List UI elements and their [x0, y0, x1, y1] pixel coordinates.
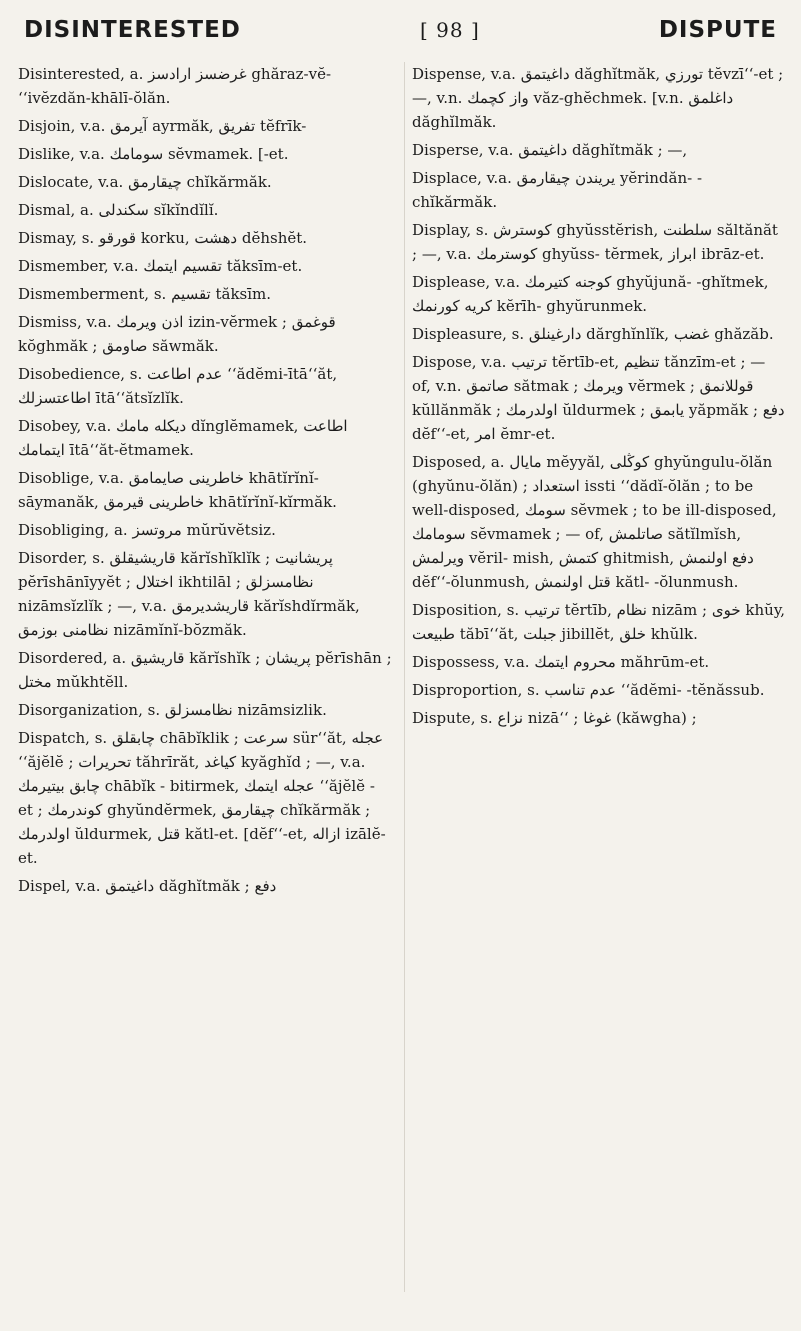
right-column: [412, 62, 786, 734]
entry: Disperse, v.a. داغيتمق dăghĭtmăk ; —,: [412, 141, 688, 159]
page-header: [24, 8, 777, 52]
entry: Dispatch, s. چابقلق chābĭklik ; سرعت sürʻʻăt, عجله ʻʻăjĕlĕ ; تحريرات tăhrīrăt, كياغد kyăghĭd ; —, v.a. چابق بيتيرمك chābĭk - bitirmek, عجله ايتمك ʻʻăjĕlĕ - et ; كوندرمك ghyŭndĕrmek, چيقارمق chĭkărmăk ; اولدرمك ŭldurmek, قتل kătl-et. [dĕfʻʻ-et, ازاله izālĕ-et.: [18, 729, 386, 867]
entry: Disordered, a. قاريشيق kărĭshĭk ; پريشان pĕrīshān ; مختل mŭkhtĕll.: [18, 649, 392, 691]
entry: Dispel, v.a. داغيتمق dăghĭtmăk ; دفع: [18, 877, 277, 895]
entry: Disorganization, s. نظامسزلق nizāmsizlik.: [18, 701, 327, 719]
entry: Disposition, s. ترتيب tĕrtīb, نظام nizām ; خوى khŭy, طبيعت tăbīʻʻăt, جبلت jibillĕt, خلق khŭlk.: [412, 601, 786, 643]
header-left-word: DISINTERESTED: [24, 17, 241, 43]
entry: Displeasure, s. دارغينلق dărghĭnlĭk, غضب ghăzăb.: [412, 325, 774, 343]
entry: Dislike, v.a. سومامك sĕvmamek. [-et.: [18, 145, 289, 163]
entry: Dismal, a. سكندلى sĭkĭndĭlĭ.: [18, 201, 219, 219]
entry: Dispense, v.a. داغيتمق dăghĭtmăk, تورزي tĕvzīʻʻ-et ; —, v.n. واز كچمك văz-ghĕchmek. [v.n. داغلمق dăghĭlmăk.: [412, 65, 784, 131]
entry: Disorder, s. قاريشيقلق kărĭshĭklĭk ; پريشانيت pĕrīshānīyyĕt ; اختلال ikhtilāl ; نظامسزلق nizāmsĭzlĭk ; —, v.a. قاريشديرمق kărĭshdĭrmăk, نظامنى بوزمق nizāmĭnĭ-bŏzmăk.: [18, 549, 360, 639]
entry: Disobliging, a. مروتسز mŭrŭvĕtsiz.: [18, 521, 276, 539]
entry: Disinterested, a. غرضسز ارادسز ghăraz-vĕ-ʻʻivĕzdăn-khālī-ŏlăn.: [18, 65, 332, 107]
entry: Disobedience, s. عدم اطاعت ʻʻădĕmi-ītāʻʻăt, اطاعتسزلك ītāʻʻătsĭzlĭk.: [18, 365, 338, 407]
entry: Dismay, s. قورقو korku, دهشت dĕhshĕt.: [18, 229, 308, 247]
header-right-word: DISPUTE: [658, 17, 777, 43]
entry: Disoblige, v.a. خاطرينى صايمامق khātĭrĭnĭ-sāymanăk, خاطرينى قيرمق khātĭrĭnĭ-kĭrmăk.: [18, 469, 337, 511]
entry: Dispossess, v.a. محروم ايتمك măhrūm-et.: [412, 653, 710, 671]
entry: Disposed, a. مايال mĕyyăl, كوڭلى ghyŭngulu-ŏlăn (ghyŭnu-ŏlăn) ; استعداد issti ʻʻdădĭ-ŏlăn ; to be well-disposed, سومك sĕvmek ; to be ill-disposed, سومامك sĕvmamek ; — of, صاتلمش sătĭlmĭsh, ويرلمش vĕril- mish, كتمش ghitmish, دفع اولنمش dĕfʻʻ-ŏlunmush, قتل اولنمش kătl- -ŏlunmush.: [412, 453, 777, 591]
entry: Disobey, v.a. ديكله مامك dĭnglĕmamek, اطاعت ايتمامك ītāʻʻăt-ĕtmamek.: [18, 417, 348, 459]
left-column: [18, 62, 394, 902]
entry: Dispose, v.a. ترتيب tĕrtīb-et, تنظيم tănzīm-et ; — of, v.n. صاتمق sătmak ; ويرمك vĕrmek ; قوللانمق kŭllănmăk ; اولدرمك ŭldurmek ; يابمق yăpmăk ; دفع dĕfʻʻ-et, امر ĕmr-et.: [412, 353, 785, 443]
entry: Disjoin, v.a. آيرمق ayrmăk, تفريق tĕfrīk-: [18, 117, 307, 135]
entry: Dispute, s. نزاع nizāʻʻ ; غوغا (kăwgha) ;: [412, 709, 697, 727]
entry: Dislocate, v.a. چيقارمق chĭkărmăk.: [18, 173, 272, 191]
entry: Display, s. كوسترش ghyŭsstĕrish, سلطنت săltănăt ; —, v.a. كوسترمك ghyŭss- tĕrmek, ابراز ibrāz-et.: [412, 221, 778, 263]
entry: Dismember, v.a. تقسيم ايتمك tăksīm-et.: [18, 257, 303, 275]
page-number: [ 98 ]: [419, 18, 480, 42]
entry: Dismemberment, s. تقسيم tăksīm.: [18, 285, 272, 303]
entry: Dismiss, v.a. اذن ويرمك izin-vĕrmek ; قوغمق kŏghmăk ; صاومق săwmăk.: [18, 313, 336, 355]
entry: Disproportion, s. عدم تناسب ʻʻădĕmi- -tĕnăssub.: [412, 681, 765, 699]
entry: Displease, v.a. كوجنه كتيرمك ghyŭjună- -ghĭtmek, كريه كورنمك kĕrīh- ghyŭrunmek.: [412, 273, 769, 315]
entry: Displace, v.a. يريندن چيقارمق yĕrindăn- -chĭkărmăk.: [412, 169, 703, 211]
